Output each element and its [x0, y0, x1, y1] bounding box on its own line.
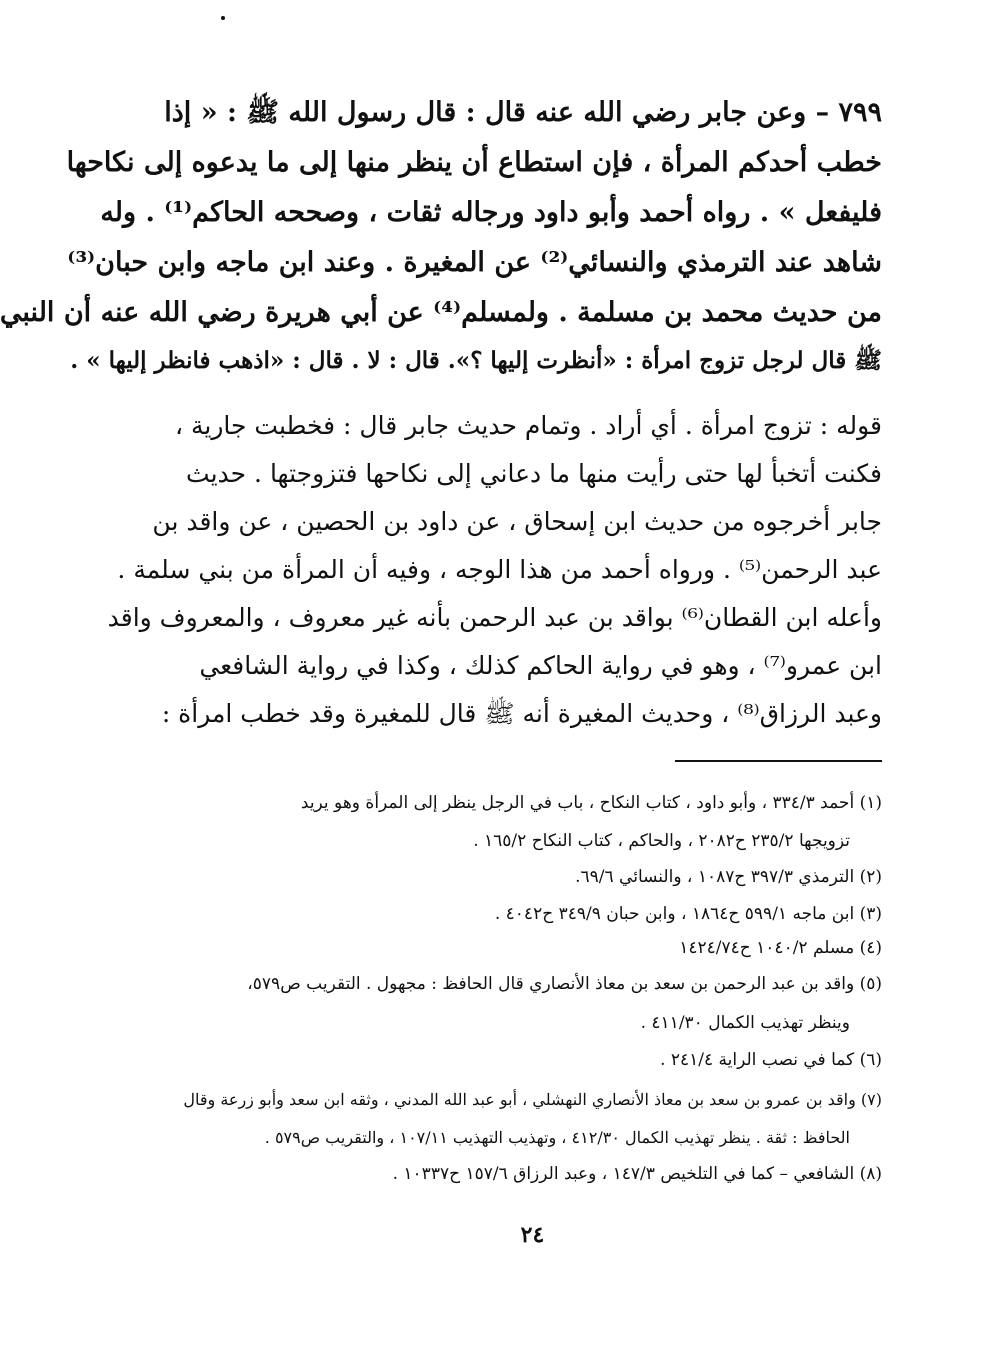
footnote-line: وينظر تهذيب الكمال ٤١١/٣٠ .: [640, 1013, 850, 1033]
footnote-line: تزويجها ٢٣٥/٢ ح٢٠٨٢ ، والحاكم ، كتاب النكاح ١٦٥/٢ .: [473, 831, 850, 851]
footnote-line: (٥) واقد بن عبد الرحمن بن سعد بن معاذ الأنصاري قال الحافظ : مجهول . التقريب ص٥٧٩،: [247, 974, 882, 994]
footnote-line: (٣) ابن ماجه ٥٩٩/١ ح١٨٦٤ ، وابن حبان ٣٤٩/٩ ح٤٠٤٢ .: [494, 904, 882, 924]
commentary-line: عبد الرحمن⁽⁵⁾ . ورواه أحمد من هذا الوجه ، وفيه أن المرأة من بني سلمة .: [117, 555, 882, 584]
hadith-line: شاهد عند الترمذي والنسائي⁽²⁾ عن المغيرة . وعند ابن ماجه وابن حبان⁽³⁾: [67, 247, 882, 278]
commentary-line: فكنت أتخبأ لها حتى رأيت منها ما دعاني إلى نكاحها فتزوجتها . حديث: [186, 459, 882, 488]
hadith-line: ﷺ قال لرجل تزوج امرأة : «أنظرت إليها ؟». قال : لا . قال : «اذهب فانظر إليها » .: [70, 347, 882, 374]
commentary-line: ابن عمرو⁽⁷⁾ ، وهو في رواية الحاكم كذلك ، وكذا في رواية الشافعي: [199, 651, 882, 680]
commentary-line: قوله : تزوج امرأة . أي أراد . وتمام حديث جابر قال : فخطبت جارية ،: [174, 411, 882, 440]
page-number: ٢٤: [520, 1222, 545, 1248]
footnote-line: (٦) كما في نصب الراية ٢٤١/٤ .: [660, 1050, 882, 1070]
footnote-line: (١) أحمد ٣٣٤/٣ ، وأبو داود ، كتاب النكاح ، باب في الرجل ينظر إلى المرأة وهو يريد: [300, 793, 882, 813]
footnote-line: (٢) الترمذي ٣٩٧/٣ ح١٠٨٧ ، والنسائي ٦٩/٦.: [575, 867, 882, 887]
hadith-line: من حديث محمد بن مسلمة . ولمسلم⁽⁴⁾ عن أبي هريرة رضي الله عنه أن النبي: [0, 297, 882, 328]
footnote-line: (٧) واقد بن عمرو بن سعد بن معاذ الأنصاري النهشلي ، أبو عبد الله المدني ، وثقه ابن سعد وأبو زرعة وقال: [183, 1090, 882, 1109]
footnote-separator: [675, 760, 882, 762]
page-dot: [221, 16, 225, 20]
hadith-line: خطب أحدكم المرأة ، فإن استطاع أن ينظر منها إلى ما يدعوه إلى نكاحها: [66, 147, 882, 178]
commentary-line: وعبد الرزاق⁽⁸⁾ ، وحديث المغيرة أنه ﷺ قال للمغيرة وقد خطب امرأة :: [161, 699, 882, 728]
commentary-line: جابر أخرجوه من حديث ابن إسحاق ، عن داود بن الحصين ، عن واقد بن: [152, 507, 882, 536]
commentary-line: وأعله ابن القطان⁽⁶⁾ بواقد بن عبد الرحمن بأنه غير معروف ، والمعروف واقد: [107, 603, 882, 632]
hadith-line: ٧٩٩ – وعن جابر رضي الله عنه قال : قال رسول الله ﷺ : « إذا: [164, 97, 882, 128]
footnote-line: الحافظ : ثقة . ينظر تهذيب الكمال ٤١٢/٣٠ ، وتهذيب التهذيب ١٠٧/١١ ، والتقريب ص٥٧٩ .: [264, 1128, 850, 1147]
hadith-line: فليفعل » . رواه أحمد وأبو داود ورجاله ثقات ، وصححه الحاكم⁽¹⁾ . وله: [100, 197, 882, 228]
footnote-line: (٤) مسلم ١٠٤٠/٢ ح١٤٢٤/٧٤: [679, 938, 882, 958]
footnote-line: (٨) الشافعي – كما في التلخيص ١٤٧/٣ ، وعبد الرزاق ١٥٧/٦ ح١٠٣٣٧ .: [392, 1164, 882, 1184]
